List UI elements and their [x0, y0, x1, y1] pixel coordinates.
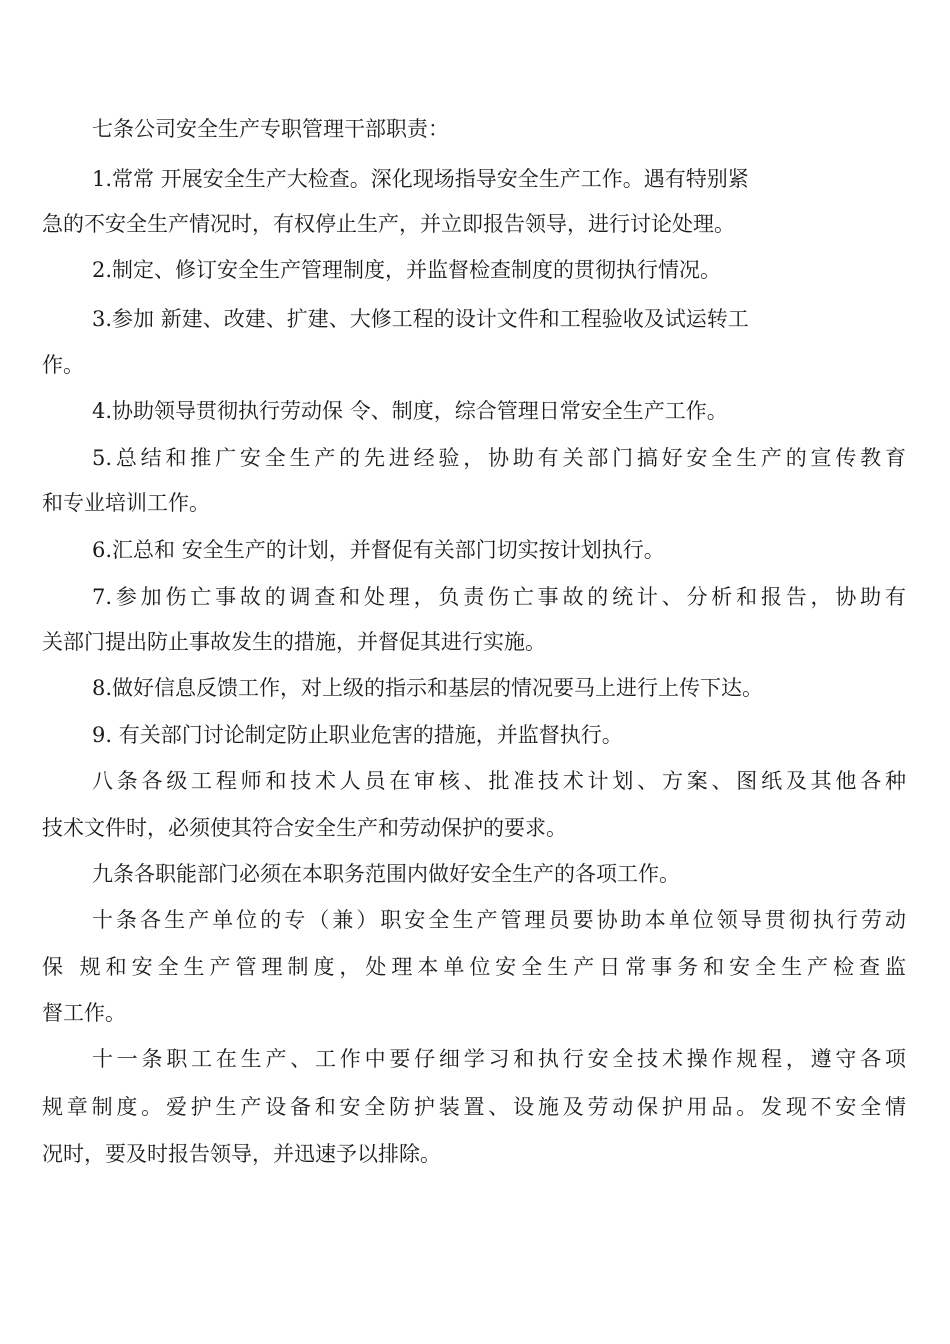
article-7-item-2: 2.制定、修订安全生产管理制度，并监督检查制度的贯彻执行情况。	[92, 258, 722, 282]
article-8-line-1: 八条各级工程师和技术人员在审核、批准技术计划、方案、图纸及其他各种	[92, 769, 906, 793]
article-7-item-1-line-1: 1.常常 开展安全生产大检查。深化现场指导安全生产工作。遇有特别紧	[92, 167, 749, 191]
article-10-line-2: 保 规和安全生产管理制度，处理本单位安全生产日常事务和安全生产检查监	[42, 955, 906, 979]
article-7-item-3-line-1: 3.参加 新建、改建、扩建、大修工程的设计文件和工程验收及试运转工	[92, 307, 749, 331]
article-10-line-1: 十条各生产单位的专（兼）职安全生产管理员要协助本单位领导贯彻执行劳动	[92, 908, 906, 932]
article-7-item-5-line-1: 5.总结和推广安全生产的先进经验，协助有关部门搞好安全生产的宣传教育	[92, 446, 906, 470]
article-10-line-3: 督工作。	[42, 1001, 126, 1025]
article-8-line-2: 技术文件时，必须使其符合安全生产和劳动保护的要求。	[42, 816, 567, 840]
article-7-item-5-line-2: 和专业培训工作。	[42, 491, 210, 515]
article-7-item-8: 8.做好信息反馈工作，对上级的指示和基层的情况要马上进行上传下达。	[92, 676, 764, 700]
article-7-item-7-line-2: 关部门提出防止事故发生的措施，并督促其进行实施。	[42, 630, 546, 654]
article-7-item-1-line-2: 急的不安全生产情况时，有权停止生产，并立即报告领导，进行讨论处理。	[42, 212, 735, 236]
article-7-heading: 七条公司安全生产专职管理干部职责：	[92, 117, 449, 141]
article-9: 九条各职能部门必须在本职务范围内做好安全生产的各项工作。	[92, 862, 680, 886]
article-11-line-3: 况时，要及时报告领导，并迅速予以排除。	[42, 1142, 441, 1166]
article-11-line-2: 规章制度。爱护生产设备和安全防护装置、设施及劳动保护用品。发现不安全情	[42, 1095, 906, 1119]
article-7-item-7-line-1: 7.参加伤亡事故的调查和处理，负责伤亡事故的统计、分析和报告，协助有	[92, 585, 906, 609]
article-7-item-3-line-2: 作。	[42, 353, 84, 377]
article-11-line-1: 十一条职工在生产、工作中要仔细学习和执行安全技术操作规程，遵守各项	[92, 1047, 906, 1071]
article-7-item-4: 4.协助领导贯彻执行劳动保 令、制度，综合管理日常安全生产工作。	[92, 399, 728, 423]
article-7-item-9: 9. 有关部门讨论制定防止职业危害的措施，并监督执行。	[92, 723, 623, 747]
article-7-item-6: 6.汇总和 安全生产的计划，并督促有关部门切实按计划执行。	[92, 538, 665, 562]
